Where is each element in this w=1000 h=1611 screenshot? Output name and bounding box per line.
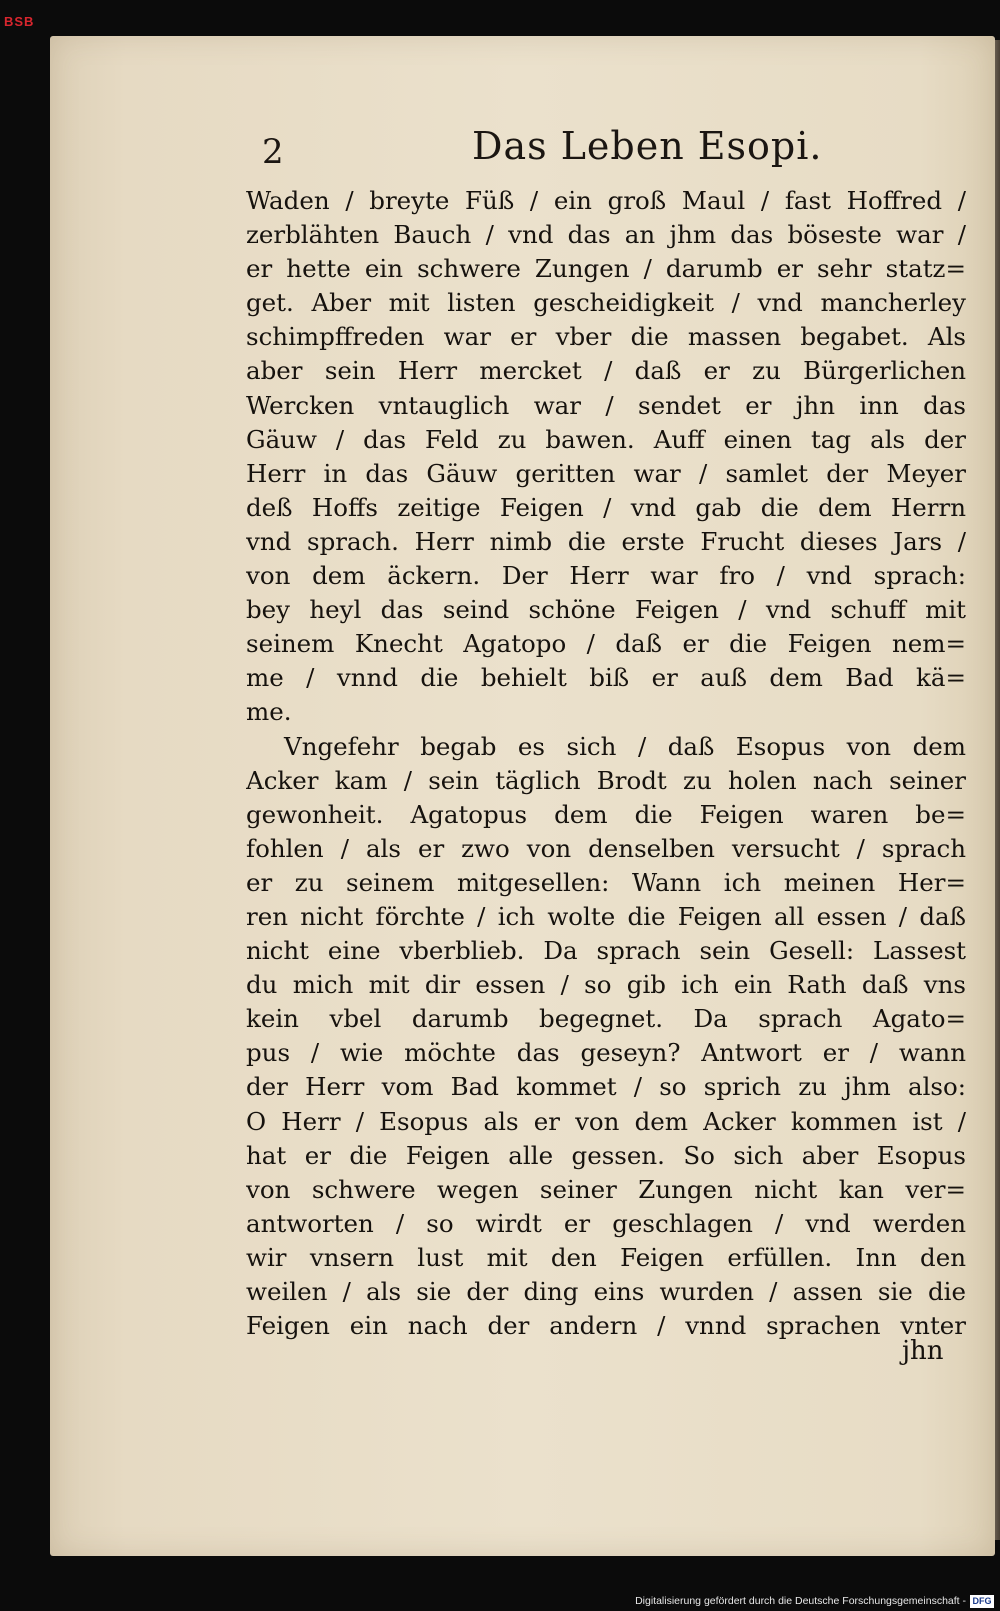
bsb-logo: BSB (4, 14, 35, 29)
text-line: er hette ein schwere Zungen / darumb er sehr statz= (246, 254, 966, 284)
text-line: me. (246, 697, 292, 727)
text-line: gewonheit. Agatopus dem die Feigen waren be= (246, 799, 966, 829)
text-line: von schwere wegen seiner Zungen nicht kan ver= (246, 1174, 966, 1204)
text-line: zerblähten Bauch / vnd das an jhm das böseste war / (246, 220, 966, 250)
dfg-logo: DFG (970, 1595, 994, 1608)
text-line: wir vnsern lust mit den Feigen erfüllen. Inn den (246, 1242, 966, 1272)
text-line: antworten / so wirdt er geschlagen / vnd werden (246, 1208, 966, 1238)
text-line: Acker kam / sein täglich Brodt zu holen nach seiner (246, 765, 966, 795)
text-line: weilen / als sie der ding eins wurden / assen sie die (246, 1277, 966, 1306)
text-line: O Herr / Esopus als er von dem Acker kommen ist / (246, 1106, 966, 1136)
text-line: Waden / breyte Füß / ein groß Maul / fast Hoffred / (246, 186, 966, 215)
running-title: Das Leben Esopi. (472, 124, 823, 168)
text-line: er zu seinem mitgesellen: Wann ich meinen Her= (246, 867, 966, 897)
text-line: schimpffreden war er vber die massen begabet. Als (246, 322, 966, 352)
catchword: jhn (902, 1336, 944, 1366)
text-line: me / vnnd die behielt biß er auß dem Bad kä= (246, 663, 966, 693)
digitization-credit: Digitalisierung gefördert durch die Deutsche Forschungsgemeinschaft - (635, 1595, 966, 1607)
page-number: 2 (262, 132, 284, 172)
text-line: aber sein Herr mercket / daß er zu Bürgerlichen (246, 356, 966, 386)
text-line: Feigen ein nach der andern / vnnd sprachen vnter (246, 1311, 966, 1341)
page-header (262, 120, 962, 180)
text-line: pus / wie möchte das geseyn? Antwort er / wann (246, 1038, 966, 1068)
text-line: du mich mit dir essen / so gib ich ein Rath daß vns (246, 970, 966, 1000)
text-line: kein vbel darumb begegnet. Da sprach Agato= (246, 1004, 966, 1034)
text-line: deß Hoffs zeitige Feigen / vnd gab die dem Herrn (246, 492, 966, 522)
body-text (246, 184, 966, 1343)
text-line: ren nicht förchte / ich wolte die Feigen all essen / daß (246, 901, 966, 931)
text-line: Vngefehr begab es sich / daß Esopus von dem (284, 731, 966, 761)
text-line: fohlen / als er zwo von denselben versucht / sprach (246, 833, 966, 863)
text-line: Gäuw / das Feld zu bawen. Auff einen tag als der (246, 424, 966, 454)
text-line: seinem Knecht Agatopo / daß er die Feigen nem= (246, 629, 966, 659)
text-line: nicht eine vberblieb. Da sprach sein Gesell: Lassest (246, 936, 966, 966)
text-line: hat er die Feigen alle gessen. So sich aber Esopus (246, 1140, 966, 1170)
text-line: von dem äckern. Der Herr war fro / vnd sprach: (246, 561, 966, 591)
text-line: Wercken vntauglich war / sendet er jhn inn das (246, 390, 966, 420)
text-line: Herr in das Gäuw geritten war / samlet der Meyer (246, 458, 966, 488)
text-line: vnd sprach. Herr nimb die erste Frucht dieses Jars / (246, 526, 966, 556)
text-line: der Herr vom Bad kommet / so sprich zu jhm also: (246, 1072, 966, 1102)
text-line: get. Aber mit listen gescheidigkeit / vnd mancherley (246, 288, 966, 318)
text-line: bey heyl das seind schöne Feigen / vnd schuff mit (246, 595, 966, 625)
